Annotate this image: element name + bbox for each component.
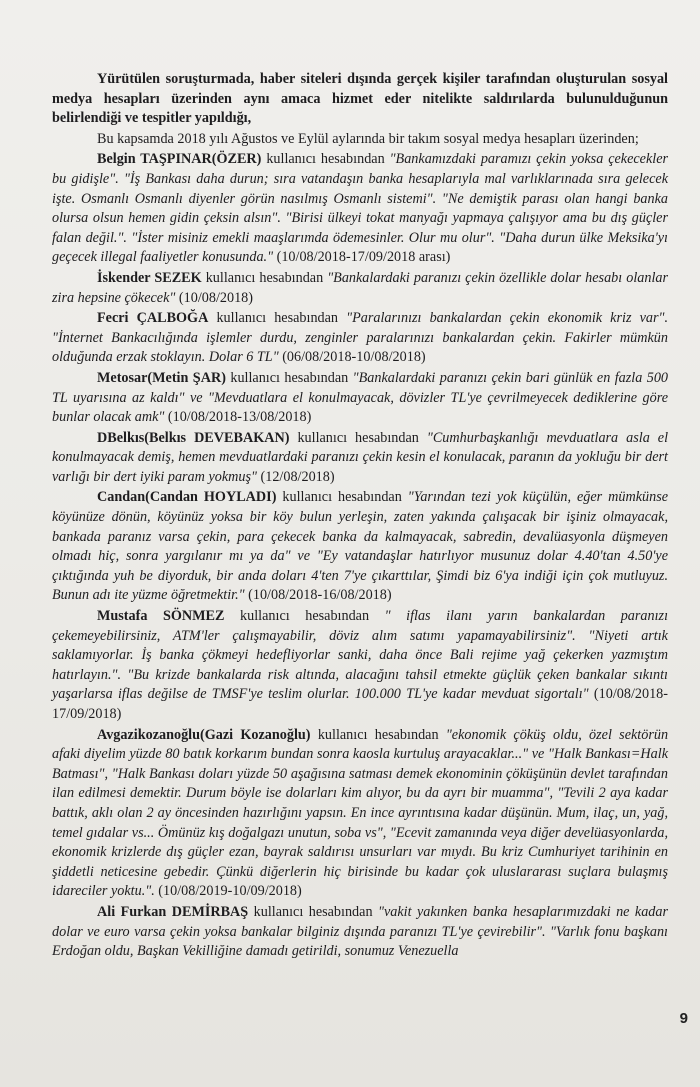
account-holder-name: Metosar(Metin ŞAR) [97,369,226,386]
quoted-post: "Yarından tezi yok küçülün, eğer mümkünse köyünüze dönün, köyünüz yoksa bir köy bulun yerleşin, zaten yakında çalışacak bir işiniz olmayacak, bankada paranız varsa çekin, para çekecek banka da kalmayacak, sabredin, devalüasyonla düşmeyen olmadı hiç, sonra yargılanır mı ya da" ve "Ey vatandaşlar hatırlıyor musunuz dolar 4.40'tan 4.50'ye çıktığında yuh be diyorduk, bir anda doları 4'ten 7'ye çıkarttılar, Şimdi biz 6'ya indiği için çok mutluyuz. Bunun adı ite yüzme öğretmektir." [52,489,669,604]
account-holder-name: Mustafa SÖNMEZ [97,608,225,625]
quoted-post: "Paralarınızı bankalardan çekin ekonomik kriz var". "İnternet Bankacılığında işlemler durdu, zenginler paralarınızı bankalardan çekin. Fakirler mümkün olduğunda erzak stoklayın. Dolar 6 TL" [52,310,668,366]
entry-date: (10/08/2018) [178,289,253,306]
account-holder-name: Ali Furkan DEMİRBAŞ [97,903,249,920]
quoted-post: " iflas ilanı yarın bankalardan paranızı çekemeyebilirsiniz, ATM'ler çalışmayabilir, döviz alım satımı yapamayabilirsiniz". "Niyeti artık saklamıyorlar. İş banka çökmeyi hedefliyorlar sanki, daha önce Bali rejime yağ çekerken yazmıştım hatırlayın.". "Bu krizde bankalarda risk altında, alacağını tahsil etmekte güçlük çeken bankalar sıkıntı yaşarlarsa iflas değilse de TMSF'ye teslim olurlar. 100.000 TL'ye kadar mevduat sigortalı" [52,608,669,703]
entry-date: (10/08/2018-16/08/2018) [248,587,392,604]
account-label: kullanıcı hesabından [205,269,324,286]
entry-date: (10/08/2018-13/08/2018) [167,409,312,426]
quoted-post: "Bankalardaki paranızı çekin bari günlük en fazla 500 TL uyarısına az kaldı" ve "Mevduatlara el konulmayacak, dövizler TL'ye çevrilmeyecek dediklerine göre bunlar olacak amk" [52,369,669,426]
document-body [52,70,668,963]
account-holder-name: İskender SEZEK [97,269,202,286]
page-number: 9 [679,1010,688,1027]
entry-paragraph [52,369,668,428]
entry-paragraph [52,726,668,902]
account-holder-name: Avgazikozanoğlu(Gazi Kozanoğlu) [97,726,311,743]
account-label: kullanıcı hesabından [266,151,385,168]
entry-date: (10/08/2018-17/09/2018) [52,686,668,722]
account-label: kullanıcı hesabından [317,726,439,743]
entry-paragraph [52,150,668,268]
entry-date: (06/08/2018-10/08/2018) [282,349,426,366]
intro-paragraph: Yürütülen soruşturmada, haber siteleri dışında gerçek kişiler tarafından oluşturulan sosyal medya hesapları üzerinden aynı amaca hizmet eder nitelikte saldırılarda bulunulduğunun belirlendiği ve tespitler yapıldığı, [52,71,668,127]
account-label: kullanıcı hesabından [253,903,373,920]
entry-paragraph [52,429,668,488]
entry-date: (10/08/2019-10/09/2018) [158,883,302,900]
entry-paragraph [52,309,668,368]
entry-paragraph [52,269,668,308]
account-holder-name: DBelkıs(Belkıs DEVEBAKAN) [97,429,290,446]
entry-date: (12/08/2018) [260,468,335,485]
account-holder-name: Candan(Candan HOYLADI) [97,489,277,506]
account-holder-name: Fecri ÇALBOĞA [97,310,209,327]
account-label: kullanıcı hesabından [282,489,402,506]
intro-scope-paragraph: Bu kapsamda 2018 yılı Ağustos ve Eylül aylarında bir takım sosyal medya hesapları üzerinden; [97,130,639,147]
quoted-post: "ekonomik çöküş oldu, özel sektörün afaki diyelim yüzde 80 batık korkarım bundan sonra kaosla kurtuluş arayacaklar..." ve "Halk Bankası=Halk Batması", "Halk Bankası doları yüzde 50 aşağısına satması demek ekonominin çöküşünün devlet tarafından ilan edilmesi demektir. Durum böyle ise dolarları kim alıyor, bu da ayrı bir muamma", "Tevili 2 aya kadar battık, aklı olan 2 ay öncesinden hazırlığını yapsın. En ince ayrıntısına kadar düşünün. Mum, ilaç, un, yağ, temel gıdalar vs... Ömünüz kış doğalgazı unutun, soba vs", "Ecevit zamanında veya diğer develüasyonlarda, ekonomik krizlerde dış güçler ezan, bayrak saldırısı unsurları var mıydı. Bu kriz Cumhuriyet tarihinin en şiddetli neticesine gebedir. Çünkü diğerlerin hiç birisinde bu kadar çok uluslararası suçlara bulaşmış idareciler yoktu.". [52,726,669,900]
account-holder-name: Belgin TAŞPINAR(ÖZER) [97,151,262,168]
account-label: kullanıcı hesabından [297,429,419,446]
account-label: kullanıcı hesabından [230,369,349,386]
quoted-post: "vakit yakınken banka hesaplarımızdaki ne kadar dolar ve euro varsa çekin yoksa bankalar bilginiz dışında paranızı TL'ye çevirebilir". "Varlık fonu başkanı Erdoğan oldu, Başkan Vekilliğine damadı getirildi, sonumuz Venezuella [52,903,668,960]
entry-date: (10/08/2018-17/09/2018 arası) [276,249,451,266]
account-label: kullanıcı hesabından [216,310,339,327]
quoted-post: "Bankamızdaki paramızı çekin yoksa çekecekler bu gidişle". "İş Bankası daha durun; sıra vatandaşın banka hesaplarıyla mal varlıklarınada sıra gelecek işte. Osmanlı Osmanlı diyenler görün nasılmış Osmanlı sistemi". "Ne demiştik parası olan hangi banka olursa olsun hemen gidin çeksin alsın". "Birisi ülkeyi tokat manyağı yapmaya çalışıyor ama bu dış güçler falan değil.". "İster misiniz emekli maaşlarımda ödemesinler. Olur mu olur". "Daha durun ülke Meksika'yı geçecek illegal faaliyetler konusunda." [52,151,669,266]
entry-paragraph [52,607,668,725]
entry-paragraph [52,488,668,606]
quoted-post: "Cumhurbaşkanlığı mevduatlara asla el konulmayacak demiş, hemen mevduatlardaki paranızı çekin kesin el konulacak, paranın da yokluğu bir dert varlığı bir dert iyiki param yokmuş" [52,429,669,485]
account-label: kullanıcı hesabından [240,608,370,625]
entry-paragraph [52,903,668,962]
quoted-post: "Bankalardaki paranızı çekin özellikle dolar hesabı olanlar zira hepsine çökecek" [52,269,669,306]
